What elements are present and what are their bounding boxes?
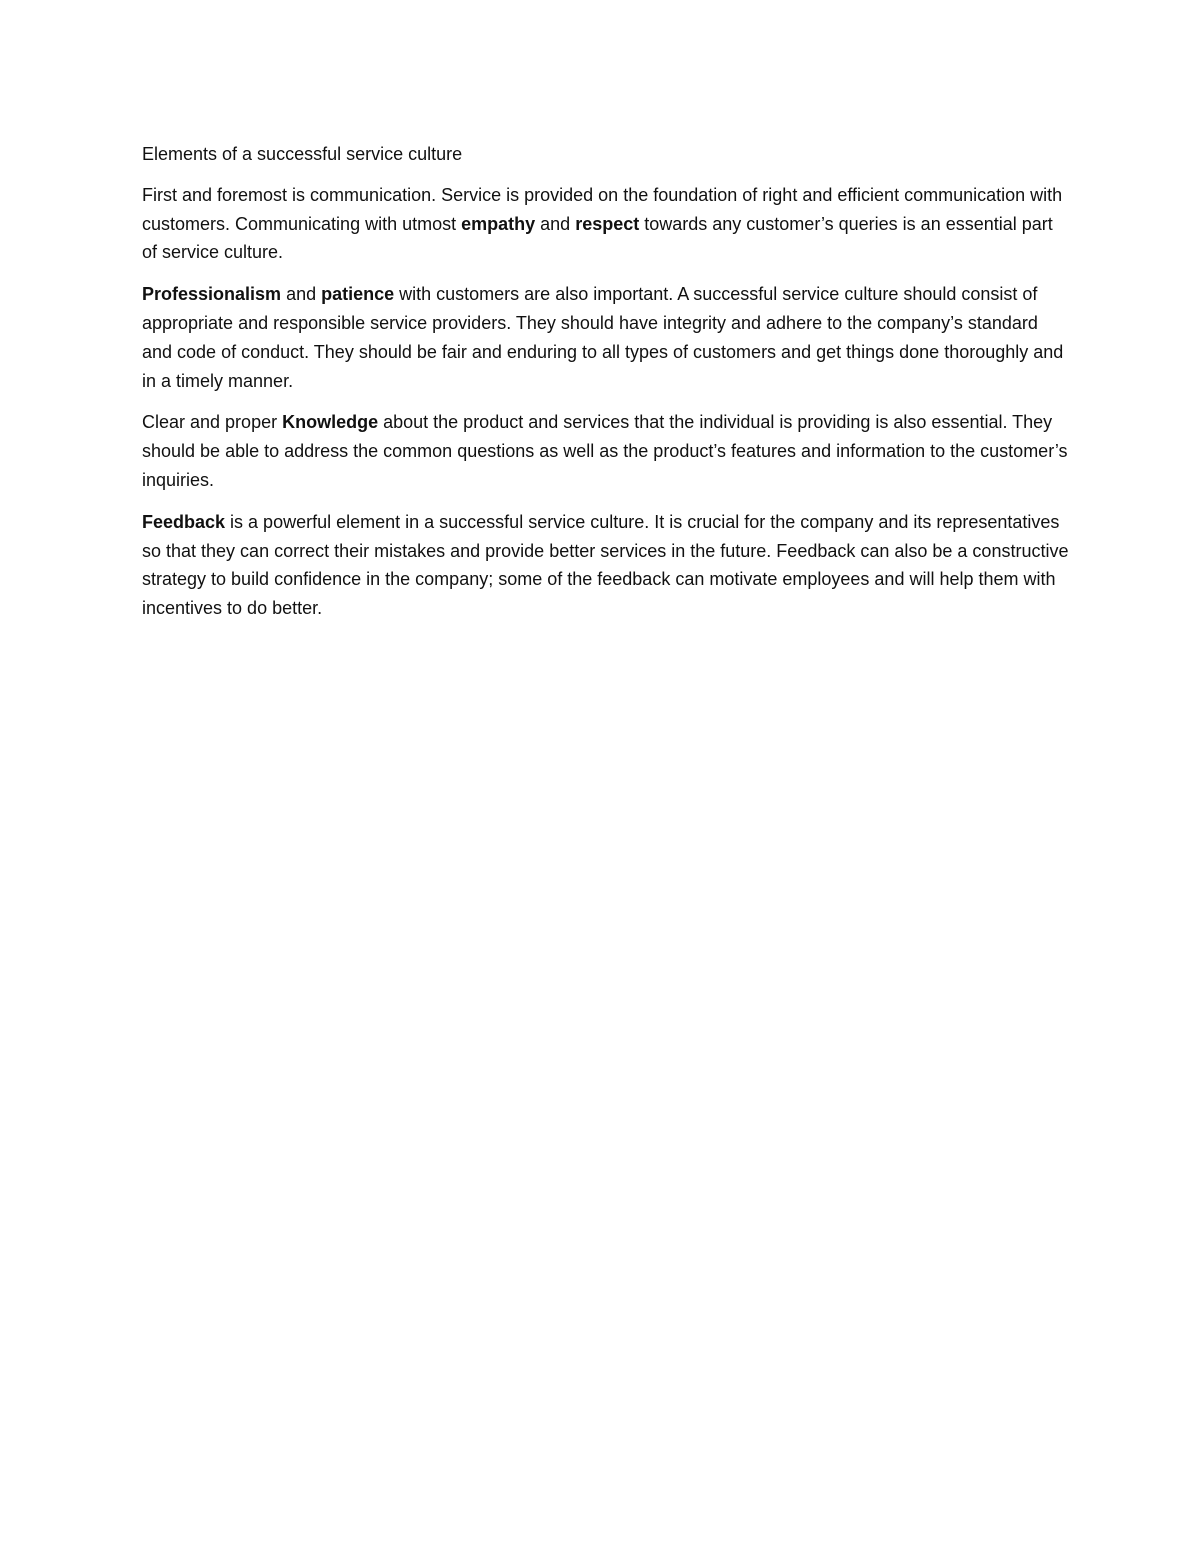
paragraph-feedback bbox=[142, 508, 1072, 623]
paragraph-text: First and foremost is communication. Service is provided on the foundation of right and efficient communication with customers. Communicating with utmost bbox=[142, 184, 1063, 234]
paragraph-text: towards any customer’s queries is an essential part of service culture. bbox=[142, 213, 1053, 263]
paragraph-text: with customers are also important. A successful service culture should consist of appropriate and responsible service providers. They should have integrity and adhere to the company’s standard and code of conduct. They should be fair and enduring to all types of customers and get things done thoroughly and in a timely manner. bbox=[142, 284, 1064, 391]
document-title: Elements of a successful service culture bbox=[142, 144, 463, 164]
paragraph-knowledge bbox=[142, 408, 1072, 494]
paragraph-text: and bbox=[281, 284, 322, 305]
emphasis-feedback: Feedback bbox=[142, 511, 226, 532]
paragraph-text: about the product and services that the individual is providing is also essential. They should be able to address the common questions as well as the product’s features and information to the customer’s inquiries. bbox=[142, 412, 1068, 490]
paragraph-text: and bbox=[535, 213, 576, 234]
emphasis-empathy: empathy bbox=[461, 213, 536, 234]
emphasis-patience: patience bbox=[321, 284, 395, 305]
document-body bbox=[142, 140, 1072, 636]
paragraph-text: Clear and proper bbox=[142, 412, 283, 433]
emphasis-professionalism: Professionalism bbox=[142, 284, 282, 305]
emphasis-respect: respect bbox=[575, 213, 640, 234]
paragraph-text: is a powerful element in a successful service culture. It is crucial for the company and its representatives so that they can correct their mistakes and provide better services in the future. Feedback can also be a constructive strategy to build confidence in the company; some of the feedback can motivate employees and will help them with incentives to do better. bbox=[142, 511, 1069, 619]
emphasis-knowledge: Knowledge bbox=[282, 412, 379, 433]
paragraph-communication bbox=[142, 181, 1072, 267]
paragraph-professionalism bbox=[142, 280, 1072, 395]
